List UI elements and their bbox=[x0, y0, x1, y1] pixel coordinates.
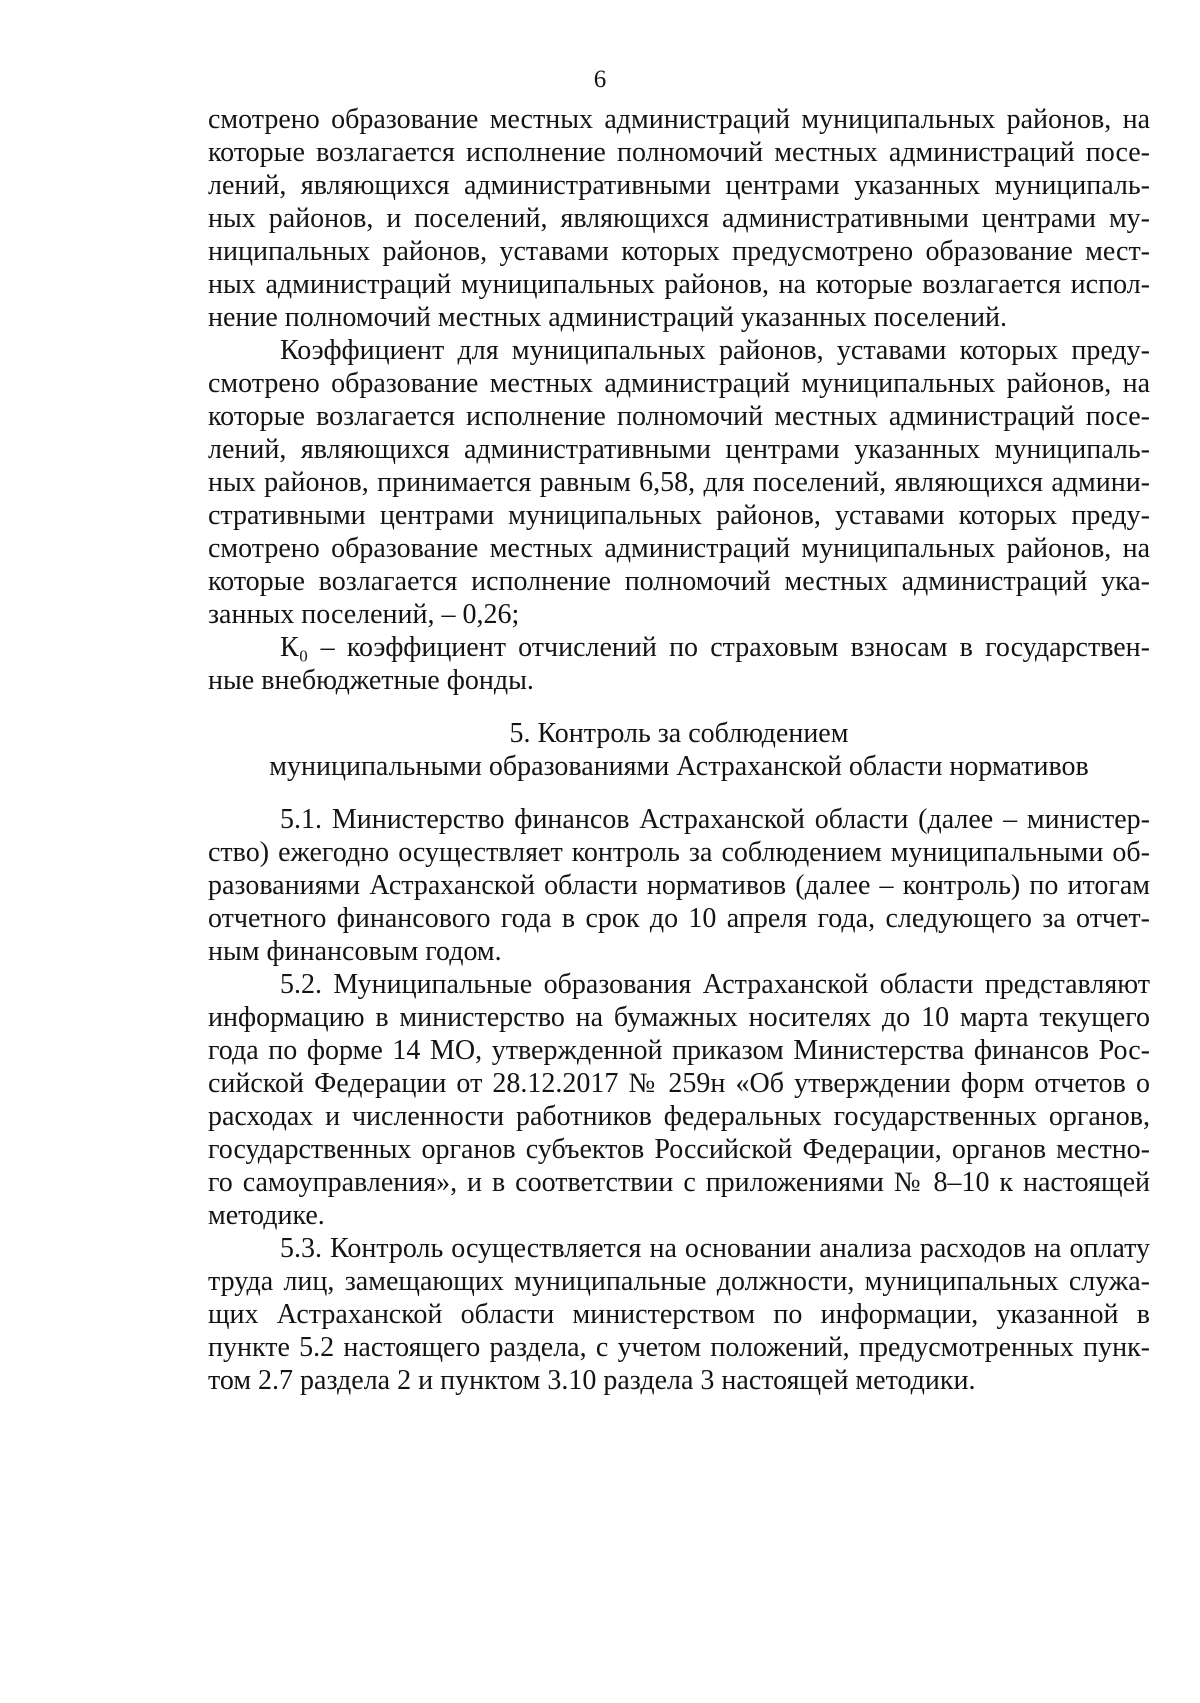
text-line: ных районов, принимается равным 6,58, для поселений, являющихся админи- bbox=[208, 467, 1150, 498]
page-number: 6 bbox=[593, 66, 607, 93]
text-line: информацию в министерство на бумажных носителях до 10 марта текущего bbox=[208, 1002, 1150, 1033]
text-line: го самоуправления», и в соответствии с приложениями № 8–10 к настоящей bbox=[208, 1167, 1150, 1198]
text-line: отчетного финансового года в срок до 10 апреля года, следующего за отчет- bbox=[208, 903, 1150, 934]
text-line: сийской Федерации от 28.12.2017 № 259н «Об утверждении форм отчетов о bbox=[208, 1068, 1150, 1099]
spacer bbox=[208, 783, 1150, 803]
text-line: ных районов, и поселений, являющихся административными центрами му- bbox=[208, 203, 1150, 234]
text-line: лений, являющихся административными центрами указанных муниципаль- bbox=[208, 434, 1150, 465]
text-line: труда лиц, замещающих муниципальные должности, муниципальных служа- bbox=[208, 1266, 1150, 1297]
document-body bbox=[208, 103, 1150, 1397]
text-line: которые возлагается исполнение полномочий местных администраций посе- bbox=[208, 137, 1150, 168]
text-line: нение полномочий местных администраций указанных поселений. bbox=[208, 302, 1008, 333]
section-heading-line: 5. Контроль за соблюдением bbox=[509, 718, 849, 749]
paragraph-k0-definition bbox=[208, 631, 1150, 697]
text-line: смотрено образование местных администраций муниципальных районов, на bbox=[208, 533, 1150, 564]
section-heading bbox=[208, 717, 1150, 783]
paragraph-5-2 bbox=[208, 968, 1150, 1232]
text-line: щих Астраханской области министерством по информации, указанной в bbox=[208, 1299, 1150, 1330]
text-line: стративными центрами муниципальных районов, уставами которых преду- bbox=[208, 500, 1150, 531]
text-line: К₀ – коэффициент отчислений по страховым взносам в государствен- bbox=[280, 632, 1150, 663]
text-line: ных администраций муниципальных районов, на которые возлагается испол- bbox=[208, 269, 1150, 300]
text-line: разованиями Астраханской области нормативов (далее – контроль) по итогам bbox=[208, 870, 1150, 901]
text-line: лений, являющихся административными центрами указанных муниципаль- bbox=[208, 170, 1150, 201]
text-line: которые возлагается исполнение полномочий местных администраций ука- bbox=[208, 566, 1150, 597]
text-line: занных поселений, – 0,26; bbox=[208, 599, 520, 630]
text-line: ные внебюджетные фонды. bbox=[208, 665, 534, 696]
paragraph-5-3 bbox=[208, 1232, 1150, 1397]
section-heading-line: муниципальными образованиями Астраханской области нормативов bbox=[269, 751, 1089, 782]
paragraph-coefficient bbox=[208, 334, 1150, 631]
text-line: 5.3. Контроль осуществляется на основании анализа расходов на оплату bbox=[280, 1233, 1150, 1264]
text-line: Коэффициент для муниципальных районов, уставами которых преду- bbox=[280, 335, 1150, 366]
paragraph-continuation bbox=[208, 103, 1150, 334]
text-line: 5.1. Министерство финансов Астраханской области (далее – министер- bbox=[280, 804, 1150, 835]
text-line: года по форме 14 МО, утвержденной приказом Министерства финансов Рос- bbox=[208, 1035, 1150, 1066]
text-line: расходах и численности работников федеральных государственных органов, bbox=[208, 1101, 1150, 1132]
text-line: смотрено образование местных администраций муниципальных районов, на bbox=[208, 104, 1150, 135]
text-line: пункте 5.2 настоящего раздела, с учетом положений, предусмотренных пунк- bbox=[208, 1332, 1150, 1363]
text-line: ниципальных районов, уставами которых предусмотрено образование мест- bbox=[208, 236, 1150, 267]
text-line: том 2.7 раздела 2 и пунктом 3.10 раздела 3 настоящей методики. bbox=[208, 1365, 976, 1396]
text-line: смотрено образование местных администраций муниципальных районов, на bbox=[208, 368, 1150, 399]
text-line: государственных органов субъектов Российской Федерации, органов местно- bbox=[208, 1134, 1150, 1165]
text-line: ство) ежегодно осуществляет контроль за соблюдением муниципальными об- bbox=[208, 837, 1150, 868]
text-line: ным финансовым годом. bbox=[208, 936, 502, 967]
spacer bbox=[208, 697, 1150, 717]
text-line: которые возлагается исполнение полномочий местных администраций посе- bbox=[208, 401, 1150, 432]
paragraph-5-1 bbox=[208, 803, 1150, 968]
text-line: 5.2. Муниципальные образования Астраханской области представляют bbox=[280, 969, 1150, 1000]
text-line: методике. bbox=[208, 1200, 325, 1231]
